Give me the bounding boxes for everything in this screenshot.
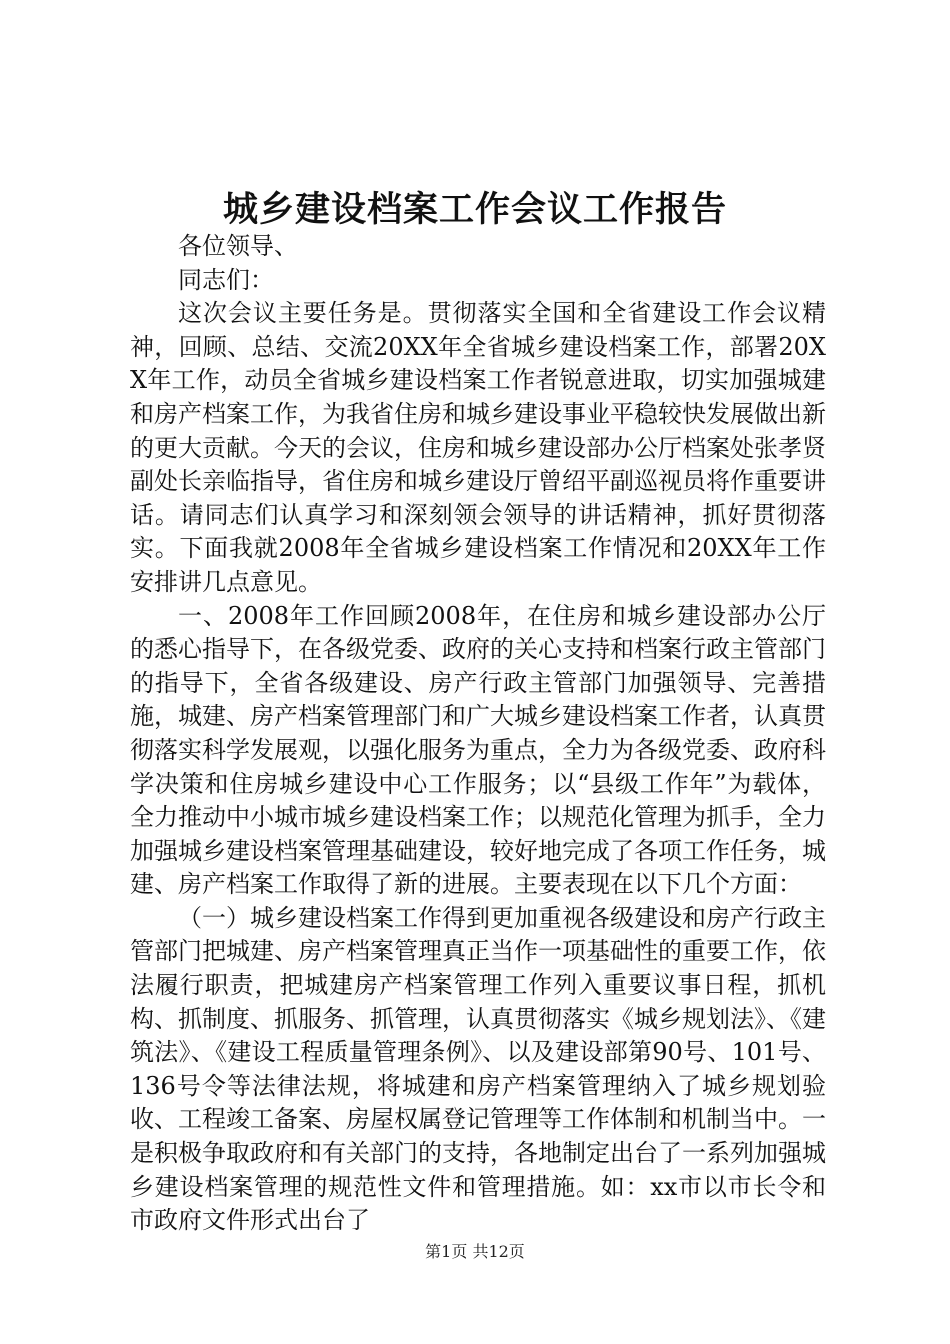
page-footer: 第1页 共12页 xyxy=(425,1242,525,1261)
document-title: 城乡建设档案工作会议工作报告 xyxy=(222,189,727,230)
document-body xyxy=(130,230,826,1238)
paragraph-intro: 这次会议主要任务是。贯彻落实全国和全省建设工作会议精神，回顾、总结、交流20XX年全省城乡建设档案工作，部署20XX年工作，动员全省城乡建设档案工作者锐意进取，切实加强城建和房产档案工作，为我省住房和城乡建设事业平稳较快发展做出新的更大贡献。今天的会议，住房和城乡建设部办公厅档案处张孝贤副处长亲临指导，省住房和城乡建设厅曾绍平副巡视员将作重要讲话。请同志们认真学习和深刻领会领导的讲话精神，抓好贯彻落实。下面我就2008年全省城乡建设档案工作情况和20XX年工作安排讲几点意见。 xyxy=(130,299,826,596)
paragraph-section-1: 一、2008年工作回顾2008年，在住房和城乡建设部办公厅的悉心指导下，在各级党委、政府的关心支持和档案行政主管部门的指导下，全省各级建设、房产行政主管部门加强领导、完善措施，城建、房产档案管理部门和广大城乡建设档案工作者，认真贯彻落实科学发展观，以强化服务为重点，全力为各级党委、政府科学决策和住房城乡建设中心工作服务；以“县级工作年”为载体，全力推动中小城市城乡建设档案工作；以规范化管理为抓手，全力加强城乡建设档案管理基础建设，较好地完成了各项工作任务，城建、房产档案工作取得了新的进展。主要表现在以下几个方面： xyxy=(130,601,826,899)
paragraph-subsection-1: （一）城乡建设档案工作得到更加重视各级建设和房产行政主管部门把城建、房产档案管理真正当作一项基础性的重要工作，依法履行职责，把城建房产档案管理工作列入重要议事日程，抓机构、抓制度、抓服务、抓管理，认真贯彻落实《城乡规划法》、《建筑法》、《建设工程质量管理条例》、以及建设部第90号、101号、136号令等法律法规，将城建和房产档案管理纳入了城乡规划验收、工程竣工备案、房屋权属登记管理等工作体制和机制当中。一是积极争取政府和有关部门的支持，各地制定出台了一系列加强城乡建设档案管理的规范性文件和管理措施。如：xx市以市长令和市政府文件形式出台了 xyxy=(130,903,826,1235)
salutation-line-2: 同志们： xyxy=(178,265,274,294)
salutation-line-1: 各位领导、 xyxy=(178,232,298,260)
